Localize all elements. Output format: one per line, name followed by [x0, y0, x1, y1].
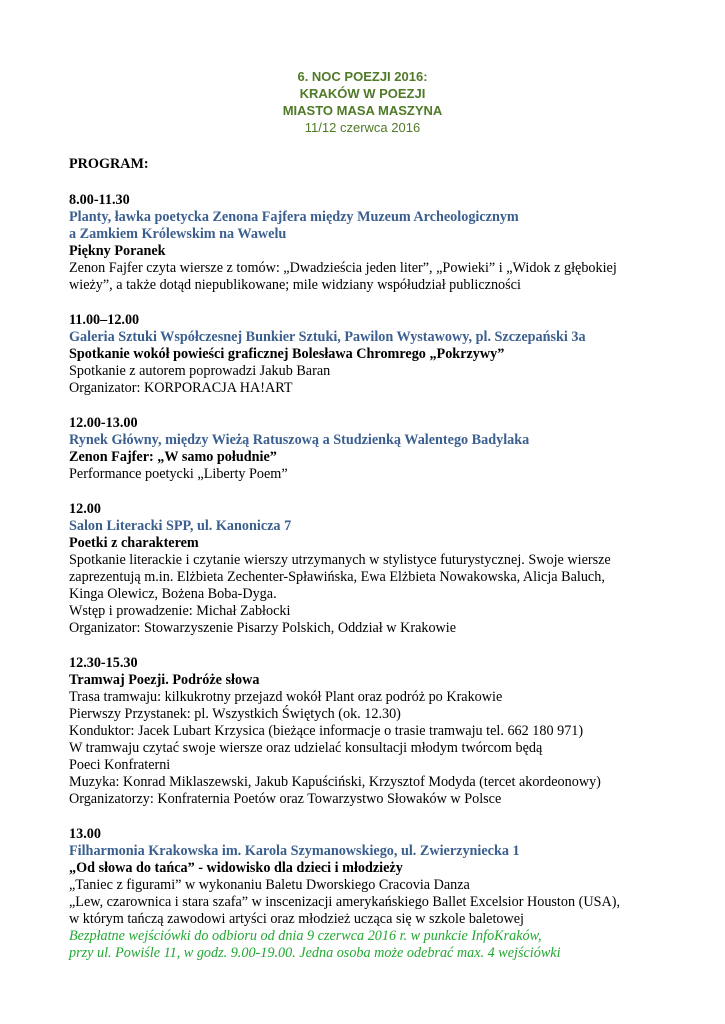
section-title: Piękny Poranek — [69, 243, 166, 259]
section-note: Bezpłatne wejściówki do odbioru od dnia 9 czerwca 2016 r. w punkcie InfoKraków, — [69, 928, 542, 944]
section-title: Spotkanie wokół powieści graficznej Bolesława Chromrego „Pokrzywy” — [69, 346, 505, 362]
section-place: a Zamkiem Królewskim na Wawelu — [69, 226, 287, 242]
section-place: Rynek Główny, między Wieżą Ratuszową a Studzienką Walentego Badylaka — [69, 432, 530, 448]
section-line: „Lew, czarownica i stara szafa” w inscenizacji amerykańskiego Ballet Excelsior Houston (USA), — [69, 894, 620, 910]
program-section — [69, 415, 699, 483]
section-line: Wstęp i prowadzenie: Michał Zabłocki — [69, 603, 291, 619]
section-title: „Od słowa do tańca” - widowisko dla dzieci i młodzieży — [69, 860, 403, 876]
section-time: 12.00-13.00 — [69, 415, 138, 431]
section-line: Konduktor: Jacek Lubart Krzysica (bieżące informacje o trasie tramwaju tel. 662 180 971) — [69, 723, 584, 739]
section-line: w którym tańczą zawodowi artyści oraz młodzież ucząca się w szkole baletowej — [69, 911, 524, 927]
header-line-3: MIASTO MASA MASZYNA — [282, 103, 443, 118]
section-line: Spotkanie z autorem poprowadzi Jakub Baran — [69, 363, 331, 379]
section-title: Poetki z charakterem — [69, 535, 199, 551]
section-line: Performance poetycki „Liberty Poem” — [69, 466, 288, 482]
section-line: Organizator: KORPORACJA HA!ART — [69, 380, 293, 396]
section-line: Zenon Fajfer czyta wiersze z tomów: „Dwadzieścia jeden liter”, „Powieki” i „Widok z głębokiej — [69, 260, 617, 276]
header-line-2: KRAKÓW W POEZJI — [299, 86, 426, 101]
section-line: Organizatorzy: Konfraternia Poetów oraz Towarzystwo Słowaków w Polsce — [69, 791, 502, 807]
section-title: Zenon Fajfer: „W samo południe” — [69, 449, 277, 465]
program-section — [69, 312, 699, 397]
document-header — [0, 68, 725, 136]
section-title: Tramwaj Poezji. Podróże słowa — [69, 672, 260, 688]
header-line-1: 6. NOC POEZJI 2016: — [297, 69, 428, 84]
section-note: przy ul. Powiśle 11, w godz. 9.00-19.00. Jedna osoba może odebrać max. 4 wejściówki — [69, 945, 561, 961]
section-line: Trasa tramwaju: kilkukrotny przejazd wokół Plant oraz podróż po Krakowie — [69, 689, 503, 705]
section-line: Pierwszy Przystanek: pl. Wszystkich Świętych (ok. 12.30) — [69, 706, 401, 722]
section-time: 8.00-11.30 — [69, 192, 130, 208]
section-line: Organizator: Stowarzyszenie Pisarzy Polskich, Oddział w Krakowie — [69, 620, 457, 636]
program-section — [69, 655, 699, 808]
program-section — [69, 192, 699, 294]
section-line: W tramwaju czytać swoje wiersze oraz udzielać konsultacji młodym twórcom będą — [69, 740, 543, 756]
section-line: Kinga Olewicz, Bożena Boba-Dyga. — [69, 586, 277, 602]
section-time: 13.00 — [69, 826, 101, 842]
section-time: 12.00 — [69, 501, 101, 517]
section-place: Salon Literacki SPP, ul. Kanonicza 7 — [69, 518, 292, 534]
program-body — [69, 156, 699, 980]
section-place: Filharmonia Krakowska im. Karola Szymanowskiego, ul. Zwierzyniecka 1 — [69, 843, 520, 859]
program-section — [69, 501, 699, 637]
section-line: zaprezentują m.in. Elżbieta Zechenter-Spławińska, Ewa Elżbieta Nowakowska, Alicja Baluch, — [69, 569, 605, 585]
program-label: PROGRAM: — [69, 156, 149, 172]
section-place: Planty, ławka poetycka Zenona Fajfera między Muzeum Archeologicznym — [69, 209, 519, 225]
section-line: Poeci Konfraterni — [69, 757, 171, 773]
section-line: Muzyka: Konrad Miklaszewski, Jakub Kapuściński, Krzysztof Modyda (tercet akordeonowy) — [69, 774, 601, 790]
section-line: Spotkanie literackie i czytanie wierszy utrzymanych w stylistyce futurystycznej. Swoje wiersze — [69, 552, 611, 568]
program-section — [69, 826, 699, 962]
section-line: wieży”, a także dotąd niepublikowane; mile widziany współudział publiczności — [69, 277, 521, 293]
section-time: 11.00–12.00 — [69, 312, 140, 328]
program-sections — [69, 192, 699, 962]
section-line: „Taniec z figurami” w wykonaniu Baletu Dworskiego Cracovia Danza — [69, 877, 470, 893]
section-place: Galeria Sztuki Współczesnej Bunkier Sztuki, Pawilon Wystawowy, pl. Szczepański 3a — [69, 329, 586, 345]
section-time: 12.30-15.30 — [69, 655, 138, 671]
header-date: 11/12 czerwca 2016 — [304, 120, 421, 135]
